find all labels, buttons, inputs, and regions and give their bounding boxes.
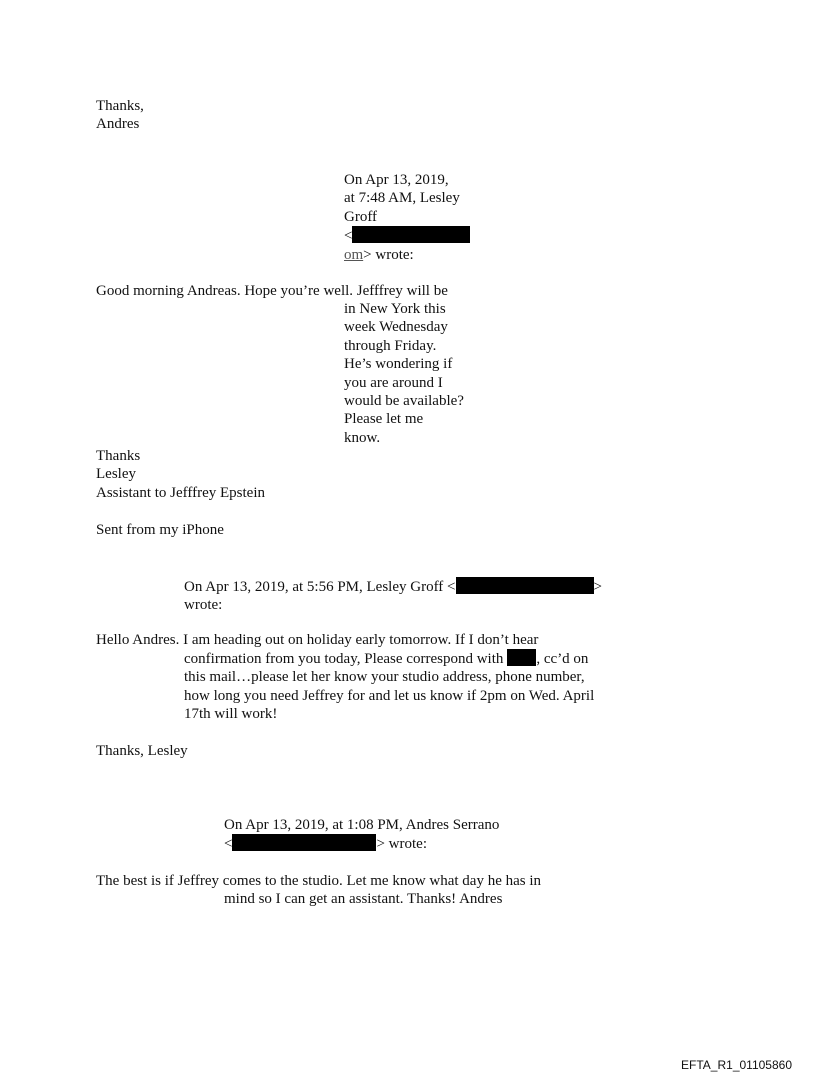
quote1-lt: < bbox=[344, 228, 353, 245]
quote1-wrote-line bbox=[344, 246, 470, 264]
quote1-email-link[interactable]: om bbox=[344, 246, 364, 263]
quote2-body-line2-pre: confirmation from you today, Please correspond with bbox=[184, 651, 504, 667]
quote3-header bbox=[224, 816, 499, 854]
quote1-header bbox=[344, 171, 470, 264]
quote1-body-first: Good morning Andreas. Hope you’re well. Jefffrey will be bbox=[96, 283, 448, 299]
quote2-header-gt: > bbox=[593, 579, 602, 595]
quote1-body-line: week Wednesday bbox=[344, 319, 448, 336]
quote2-wrote: wrote: bbox=[184, 597, 223, 614]
quote2-body-line bbox=[184, 649, 594, 668]
quote1-sig-line: Thanks bbox=[96, 448, 141, 464]
quote1-body-line: know. bbox=[344, 429, 381, 446]
quote2-body-line2-post: , cc’d on bbox=[536, 651, 589, 667]
signoff-name: Andres bbox=[96, 116, 140, 133]
quote3-body-first: The best is if Jeffrey comes to the studio. Let me know what day he has in bbox=[96, 873, 542, 889]
quote1-header-line: at 7:48 AM, Lesley bbox=[344, 190, 460, 207]
quote3-header-line: On Apr 13, 2019, at 1:08 PM, Andres Serrano bbox=[224, 817, 500, 833]
quote2-body-line: how long you need Jeffrey for and let us know if 2pm on Wed. April bbox=[184, 687, 595, 704]
quote3-lt: < bbox=[224, 836, 233, 853]
quote2-body-first: Hello Andres. I am heading out on holiday early tomorrow. If I don’t hear bbox=[96, 632, 539, 648]
quote1-body-rest bbox=[344, 300, 464, 447]
quote1-wrote: > wrote: bbox=[363, 246, 414, 263]
document-id-stamp: EFTA_R1_01105860 bbox=[681, 1058, 792, 1072]
redaction-bar bbox=[456, 577, 594, 594]
quote3-email-line bbox=[224, 834, 499, 853]
redaction-bar bbox=[352, 226, 470, 243]
signoff-block bbox=[96, 97, 144, 134]
quote2-body-line: 17th will work! bbox=[184, 706, 278, 723]
quote1-header-line: Groff bbox=[344, 208, 378, 225]
quote1-body-line: He’s wondering if bbox=[344, 356, 453, 373]
signoff-thanks: Thanks, bbox=[96, 98, 144, 114]
quote2-header-prefix: On Apr 13, 2019, at 5:56 PM, Lesley Groff < bbox=[184, 579, 456, 595]
redaction-bar bbox=[507, 649, 536, 666]
quote1-body-line: Please let me bbox=[344, 411, 424, 428]
redaction-bar bbox=[232, 834, 376, 851]
quote1-body-line: would be available? bbox=[344, 393, 464, 410]
quote2-body-rest bbox=[184, 649, 594, 724]
quote1-body-line: you are around I bbox=[344, 374, 443, 391]
quote3-body-second: mind so I can get an assistant. Thanks! Andres bbox=[224, 891, 503, 907]
quote1-body-line: in New York this bbox=[344, 301, 446, 317]
sent-from-line: Sent from my iPhone bbox=[96, 522, 224, 538]
quote2-header bbox=[184, 577, 602, 615]
quote1-email-line bbox=[344, 226, 470, 245]
quote1-sig-line: Lesley bbox=[96, 466, 136, 483]
quote2-header-line bbox=[184, 577, 602, 596]
quote1-sig-line: Assistant to Jefffrey Epstein bbox=[96, 484, 266, 501]
quote1-body-line: through Friday. bbox=[344, 337, 437, 354]
quote3-wrote: > wrote: bbox=[376, 836, 427, 853]
quote1-header-line: On Apr 13, 2019, bbox=[344, 172, 449, 188]
quote2-body-line: this mail…please let her know your studio address, phone number, bbox=[184, 669, 585, 686]
quote1-signature bbox=[96, 447, 265, 502]
quote2-closing: Thanks, Lesley bbox=[96, 743, 188, 759]
